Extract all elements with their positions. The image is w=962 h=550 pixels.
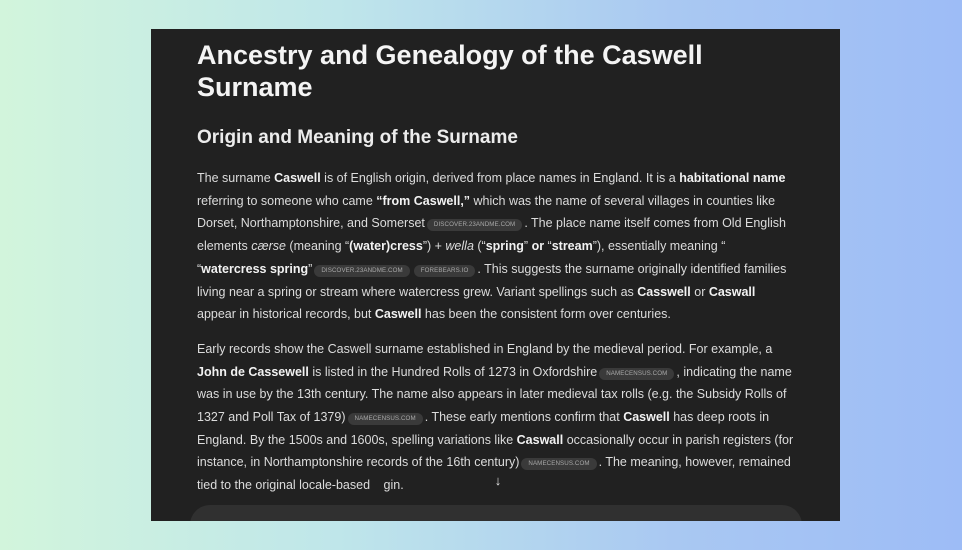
- citation-chip[interactable]: NAMECENSUS.COM: [348, 413, 423, 425]
- title-text: Ancestry and Genealogy of the: [197, 40, 603, 70]
- citation-chip[interactable]: NAMECENSUS.COM: [599, 368, 674, 380]
- arrow-down-icon[interactable]: ↓: [494, 473, 502, 488]
- paragraph-origin: The surname Caswell is of English origin, derived from place names in England. It is a habitational name referring to someone who came “from Caswell,” which was the name of several villages in counties like Dorset, Northamptonshire, and Somerset DISCOVER.23ANDME.COM . The place name itself comes from Old English elements cærse (meaning “(water)cress”) + wella (“spring” or “stream”), essentially meaning “ “watercress spring” DISCOVER.23ANDME.COM FOREBEARS.IO . This suggests the surname originally identified families living near a spring or stream where watercress grew. Variant spellings such as Casswell or Caswall appear in historical records, but Caswell has been the consistent form over centuries.: [197, 171, 787, 322]
- title-surname: Caswell: [602, 40, 703, 70]
- page-title: [197, 39, 797, 103]
- citation-chip[interactable]: DISCOVER.23ANDME.COM: [427, 219, 522, 231]
- section-heading: Origin and Meaning of the Surname: [197, 127, 518, 148]
- message-input[interactable]: [206, 515, 610, 521]
- chat-panel: [151, 29, 840, 521]
- citation-chip[interactable]: NAMECENSUS.COM: [521, 458, 596, 470]
- citation-chip[interactable]: FOREBEARS.IO: [414, 265, 476, 277]
- paragraph-early-records: Early records show the Caswell surname established in England by the medieval period. For example, a John de Cassewell is listed in the Hundred Rolls of 1273 in Oxfordshire NAMECENSUS.COM , indicating the name was in use by the 13th century. The name also appears in later medieval tax rolls (e.g. the Subsidy Rolls of 1327 and Poll Tax of 1379) NAMECENSUS.COM . These early mentions confirm that Caswell has deep roots in England. By the 1500s and 1600s, spelling variations like Caswall occasionally occur in parish registers (for instance, in Northamptonshire records of the 16th century) NAMECENSUS.COM . The meaning, however, remained tied to the original locale-based gin.: [197, 341, 794, 493]
- composer: [190, 505, 802, 521]
- citation-chip[interactable]: DISCOVER.23ANDME.COM: [314, 265, 409, 277]
- title-text-2: Surname: [197, 72, 313, 102]
- assistant-message: [197, 29, 797, 497]
